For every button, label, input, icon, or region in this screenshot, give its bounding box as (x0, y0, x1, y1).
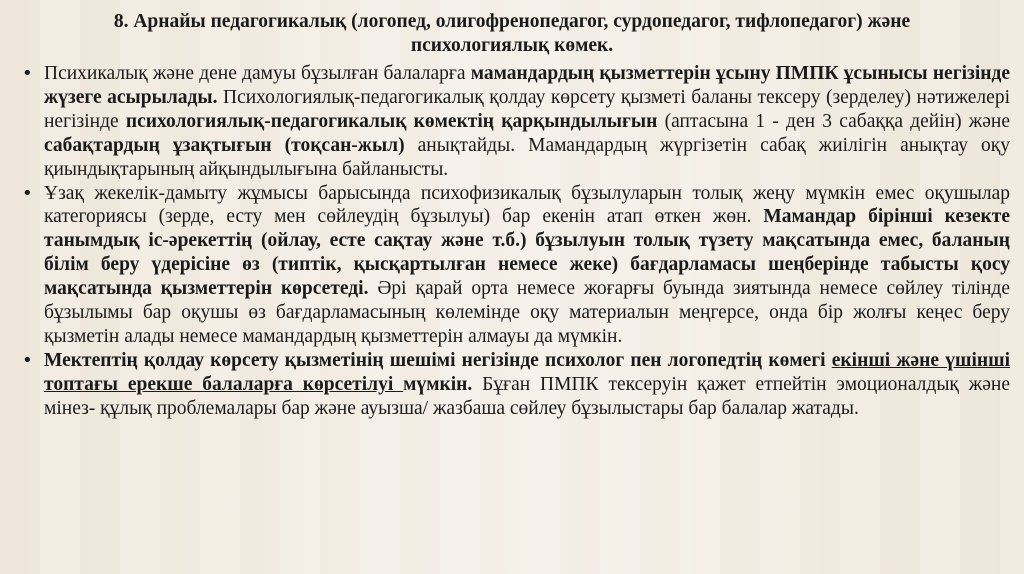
title-line-1: 8. Арнайы педагогикалық (логопед, олигофренопедагог, сурдопедагог, тифлопедагог) және (113, 11, 911, 32)
title-line-2: психологиялық көмек. (410, 35, 614, 56)
bullet-1-bold-1: мамандардың қызметтерін ұсыну ПМПК ұсынысы негізінде жүзеге асырылады. (44, 63, 1010, 108)
bullet-item-3 (20, 349, 1010, 421)
bullet-2-text-2: Әрі қарай орта немесе жоғарғы буында зиятында немесе сөйлеу тілінде бұзылымы бар оқушы өз бағдарламасының көлемінде оқу материалын меңгерсе, онда бір жолғы кеңес беру қызметін алады немесе мамандардың қызметтерін алмауы да мүмкін. (44, 278, 1010, 347)
bullet-2-text-1: Ұзақ жекелік-дамыту жұмысы барысында психофизикалық бұзылуларын толық жеңу мүмкін емес оқушылар категориясы (зерде, есту мен сөйлеудің бұзылуы) бар екенін атап өткен жөн. (44, 182, 1010, 228)
bullet-1-text-2: Психологиялық-педагогикалық қолдау көрсету қызметі баланы тексеру (зерделеу) нәтижелері негізінде (44, 86, 1010, 132)
bullet-list (20, 62, 1010, 421)
bullet-3-text-1: Бұған ПМПК тексеруін қажет етпейтін эмоционалдық және мінез- құлық проблемалары бар және ауызша/ жазбаша сөйлеу бұзылыстары бар балалар жатады. (44, 373, 1010, 419)
slide-title (40, 10, 984, 58)
bullet-2-bold-1: Мамандар бірінші кезекте танымдық іс-әрекеттің (ойлау, есте сақтау және т.б.) бұзылуын толық түзету мақсатында емес, баланың білім беру үдерісіне өз (типтік, қысқартылған немесе жеке) бағдарламасы шеңберінде табысты қосу мақсатында қызметтерін көрсетеді. (44, 206, 1010, 300)
bullet-1-text-3: (аптасына 1 - ден 3 сабаққа дейін) және (657, 110, 1010, 132)
bullet-1-text-4: анықтайды. Мамандардың жүргізетін сабақ жиілігін анықтау оқу қиындықтарының айқындылығына байланысты. (44, 134, 1010, 180)
bullet-1-text-1: Психикалық және дене дамуы бұзылған балаларға (44, 63, 471, 84)
bullet-item-1 (20, 62, 1010, 182)
bullet-3-bold-1: Мектептің қолдау көрсету қызметінің шешімі негізінде психолог пен логопедтің көмегі (44, 349, 832, 371)
bullet-3-bold-2: мүмкін. (403, 373, 473, 395)
bullet-item-2 (20, 182, 1010, 349)
bullet-1-bold-2: психологиялық-педагогикалық көмектің қарқындылығын (125, 110, 658, 132)
bullet-3-underlined: екінші және үшінші топтағы ерекше балаларға көрсетілуі (44, 349, 1010, 395)
bullet-1-bold-3: сабақтардың ұзақтығын (тоқсан-жыл) (44, 134, 405, 156)
